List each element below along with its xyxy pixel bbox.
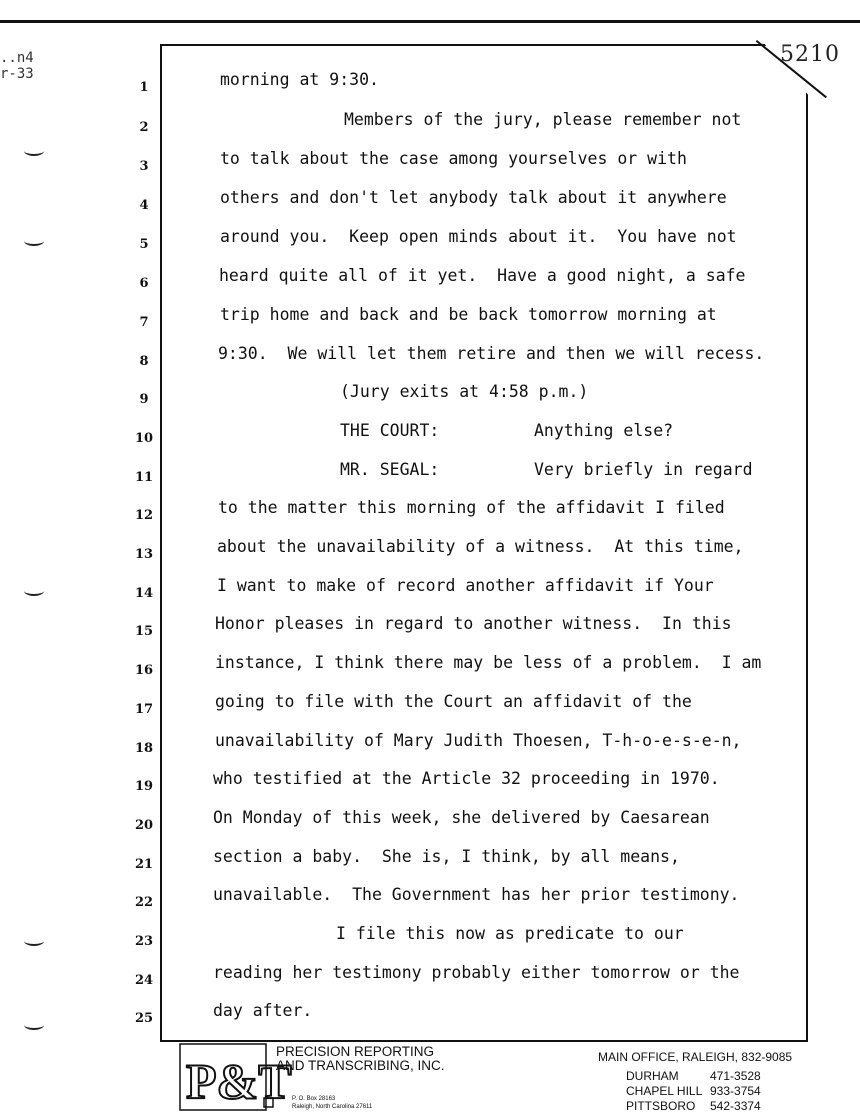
line-number: 5 xyxy=(139,237,149,252)
line-number: 24 xyxy=(134,973,154,988)
transcript-line: 9:30. We will let them retire and then we will recess. xyxy=(218,344,765,363)
transcript-line: unavailability of Mary Judith Thoesen, T-h-o-e-s-e-n, xyxy=(215,731,742,750)
line-number: 19 xyxy=(134,779,154,794)
line-number: 2 xyxy=(139,120,149,135)
transcript-line: THE COURT: xyxy=(340,421,440,440)
hole-punch-mark xyxy=(24,236,44,246)
firm-name-line2: AND TRANSCRIBING, INC. xyxy=(276,1058,445,1073)
line-number: 8 xyxy=(139,354,149,369)
transcript-line: I want to make of record another affidavit if Your xyxy=(217,576,714,595)
margin-note: ..n4 xyxy=(0,50,34,66)
main-office: MAIN OFFICE, RALEIGH, 832-9085 xyxy=(598,1050,793,1064)
line-number: 4 xyxy=(139,198,149,213)
transcript-line-response: Anything else? xyxy=(534,421,674,440)
firm-name xyxy=(276,1045,445,1073)
hole-punch-mark xyxy=(24,146,44,156)
office-phone: 542-3374 xyxy=(710,1099,761,1113)
transcript-line: unavailable. The Government has her prior testimony. xyxy=(213,885,740,904)
line-number: 16 xyxy=(134,663,154,678)
line-number: 18 xyxy=(134,741,154,756)
line-number: 3 xyxy=(139,159,149,174)
line-number: 12 xyxy=(134,508,154,523)
logo-text: P&T xyxy=(186,1053,292,1109)
office-city: CHAPEL HILL xyxy=(626,1084,703,1098)
transcript-line: section a baby. She is, I think, by all means, xyxy=(213,847,680,866)
hole-punch-mark xyxy=(24,936,44,946)
office-city: DURHAM xyxy=(626,1069,679,1083)
transcript-line-response: Very briefly in regard xyxy=(534,460,753,479)
po-box: P. O. Box 28163 xyxy=(292,1096,336,1102)
transcript-line: MR. SEGAL: xyxy=(340,460,440,479)
line-number: 23 xyxy=(134,934,154,949)
transcript-line: to the matter this morning of the affidavit I filed xyxy=(218,498,725,517)
transcript-line: On Monday of this week, she delivered by Caesarean xyxy=(213,808,710,827)
page-top-border xyxy=(0,0,860,23)
transcript-line: who testified at the Article 32 proceeding in 1970. xyxy=(213,769,720,788)
transcript-line: to talk about the case among yourselves or with xyxy=(220,149,687,168)
office-city: PITTSBORO xyxy=(626,1099,696,1113)
office-phone: 471-3528 xyxy=(710,1069,761,1083)
transcript-line: heard quite all of it yet. Have a good night, a safe xyxy=(219,266,746,285)
city-address: Raleigh, North Carolina 27611 xyxy=(292,1104,373,1110)
transcript-line: I file this now as predicate to our xyxy=(336,924,684,943)
transcript-line: (Jury exits at 4:58 p.m.) xyxy=(340,382,589,401)
transcript-line: Members of the jury, please remember not xyxy=(344,110,742,129)
transcript-line: going to file with the Court an affidavit of the xyxy=(215,692,692,711)
line-number: 11 xyxy=(134,470,154,485)
margin-note: r-33 xyxy=(0,66,34,82)
line-number: 17 xyxy=(134,702,154,717)
transcript-line: instance, I think there may be less of a problem. I am xyxy=(215,653,762,672)
line-number: 13 xyxy=(134,547,154,562)
transcript-line: around you. Keep open minds about it. You have not xyxy=(220,227,737,246)
line-number: 1 xyxy=(139,80,149,95)
line-number: 14 xyxy=(134,586,154,601)
line-number: 20 xyxy=(134,818,154,833)
line-number: 7 xyxy=(139,315,149,330)
line-number: 10 xyxy=(134,431,154,446)
firm-name-line1: PRECISION REPORTING xyxy=(276,1044,435,1059)
line-number: 21 xyxy=(134,857,154,872)
transcript-line: Honor pleases in regard to another witness. In this xyxy=(215,614,732,633)
office-phone: 933-3754 xyxy=(710,1084,761,1098)
transcript-line: morning at 9:30. xyxy=(220,70,379,89)
hole-punch-mark xyxy=(24,586,44,596)
transcript-line: trip home and back and be back tomorrow morning at xyxy=(220,305,717,324)
page-number: 5210 xyxy=(780,42,840,67)
pt-logo xyxy=(178,1042,292,1114)
line-number: 22 xyxy=(134,895,154,910)
hole-punch-mark xyxy=(24,1020,44,1030)
transcript-line: about the unavailability of a witness. At this time, xyxy=(217,537,744,556)
line-number: 6 xyxy=(139,276,149,291)
line-number: 25 xyxy=(134,1011,154,1026)
transcript-line: reading her testimony probably either tomorrow or the xyxy=(213,963,740,982)
transcript-line: day after. xyxy=(213,1001,313,1020)
line-number: 15 xyxy=(134,624,154,639)
line-number: 9 xyxy=(139,392,149,407)
transcript-line: others and don't let anybody talk about it anywhere xyxy=(220,188,727,207)
